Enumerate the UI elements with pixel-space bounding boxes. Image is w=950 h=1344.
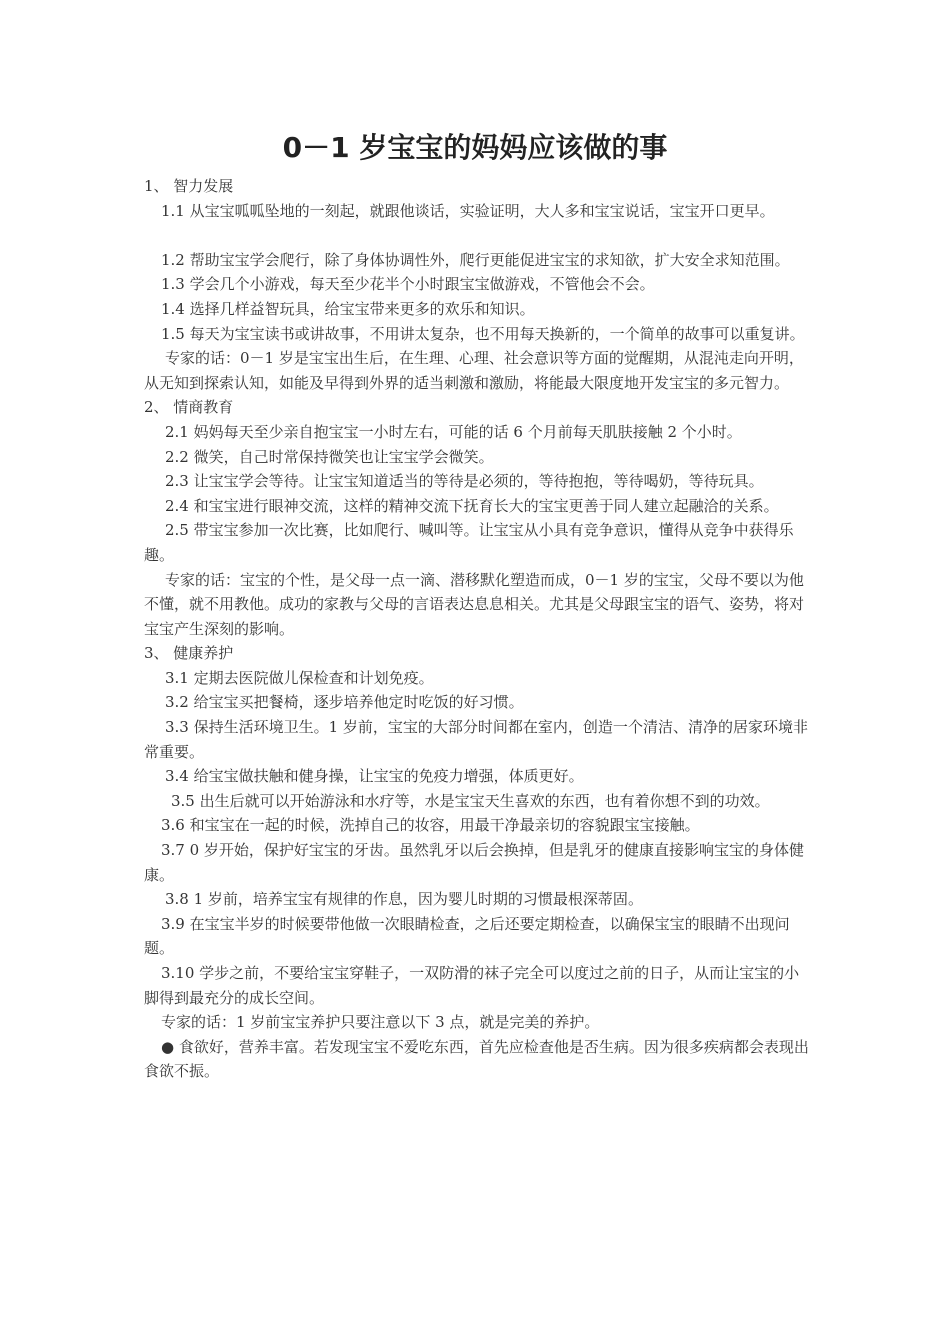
section-heading: 1、 智力发展 bbox=[144, 177, 234, 195]
paragraph: 2.2 微笑，自己时常保持微笑也让宝宝学会微笑。 bbox=[165, 447, 494, 466]
paragraph: 2.1 妈妈每天至少亲自抱宝宝一小时左右，可能的话 6 个月前每天肌肤接触 2 个小时。 bbox=[165, 422, 742, 441]
paragraph: 3.3 保持生活环境卫生。1 岁前，宝宝的大部分时间都在室内，创造一个清洁、清净的居家环境非常重要。 bbox=[144, 718, 808, 761]
paragraph: ● 食欲好，营养丰富。若发现宝宝不爱吃东西，首先应检查他是否生病。因为很多疾病都会表现出食欲不振。 bbox=[144, 1037, 809, 1081]
paragraph: 3.9 在宝宝半岁的时候要带他做一次眼睛检查，之后还要定期检查，以确保宝宝的眼睛不出现问题。 bbox=[144, 914, 790, 958]
paragraph: 3.6 和宝宝在一起的时候，洗掉自己的妆容，用最干净最亲切的容貌跟宝宝接触。 bbox=[161, 816, 700, 835]
paragraph: 3.8 1 岁前，培养宝宝有规律的作息，因为婴儿时期的习惯最根深蒂固。 bbox=[165, 890, 643, 909]
paragraph: 3.7 0 岁开始，保护好宝宝的牙齿。虽然乳牙以后会换掉，但是乳牙的健康直接影响宝宝的身体健康。 bbox=[144, 841, 804, 884]
blank-line bbox=[144, 223, 814, 248]
paragraph: 2.5 带宝宝参加一次比赛，比如爬行、喊叫等。让宝宝从小具有竞争意识，懂得从竞争中获得乐趣。 bbox=[144, 521, 794, 564]
paragraph: 1.5 每天为宝宝读书或讲故事，不用讲太复杂，也不用每天换新的，一个简单的故事可以重复讲。 bbox=[161, 324, 805, 343]
section-heading: 3、 健康养护 bbox=[144, 644, 234, 663]
paragraph: 2.4 和宝宝进行眼神交流，这样的精神交流下抚育长大的宝宝更善于同人建立起融洽的关系。 bbox=[165, 496, 779, 515]
paragraph: 3.5 出生后就可以开始游泳和水疗等，水是宝宝天生喜欢的东西，也有着你想不到的功效。 bbox=[171, 791, 770, 810]
paragraph: 3.1 定期去医院做儿保检查和计划免疫。 bbox=[165, 668, 434, 687]
section-heading: 2、 情商教育 bbox=[144, 398, 234, 417]
paragraph: 3.2 给宝宝买把餐椅，逐步培养他定时吃饭的好习惯。 bbox=[165, 693, 524, 712]
paragraph: 3.10 学步之前，不要给宝宝穿鞋子，一双防滑的袜子完全可以度过之前的日子，从而让宝宝的小脚得到最充分的成长空间。 bbox=[144, 964, 800, 1007]
document-title: 0－1 岁宝宝的妈妈应该做的事 bbox=[282, 131, 668, 164]
document-body bbox=[144, 174, 814, 1084]
paragraph: 1.4 选择几样益智玩具，给宝宝带来更多的欢乐和知识。 bbox=[161, 299, 535, 318]
paragraph: 专家的话：1 岁前宝宝养护只要注意以下 3 点，就是完美的养护。 bbox=[161, 1013, 600, 1032]
paragraph: 1.3 学会几个小游戏，每天至少花半个小时跟宝宝做游戏，不管他会不会。 bbox=[161, 275, 655, 294]
paragraph: 1.1 从宝宝呱呱坠地的一刻起，就跟他谈话，实验证明，大人多和宝宝说话，宝宝开口更早。 bbox=[161, 201, 775, 220]
paragraph: 专家的话：0－1 岁是宝宝出生后，在生理、心理、社会意识等方面的觉醒期，从混沌走向开明，从无知到探索认知，如能及早得到外界的适当刺激和激励，将能最大限度地开发宝宝的多元智力。 bbox=[144, 349, 804, 392]
paragraph: 1.2 帮助宝宝学会爬行，除了身体协调性外，爬行更能促进宝宝的求知欲，扩大安全求知范围。 bbox=[161, 250, 790, 269]
paragraph: 2.3 让宝宝学会等待。让宝宝知道适当的等待是必须的，等待抱抱，等待喝奶，等待玩具。 bbox=[165, 472, 764, 491]
paragraph: 3.4 给宝宝做扶触和健身操，让宝宝的免疫力增强，体质更好。 bbox=[165, 767, 584, 786]
paragraph: 专家的话：宝宝的个性，是父母一点一滴、潜移默化塑造而成，0－1 岁的宝宝，父母不要以为他不懂，就不用教他。成功的家教与父母的言语表达息息相关。尤其是父母跟宝宝的语气、姿势，将对宝宝产生深刻的影响。 bbox=[144, 570, 805, 638]
